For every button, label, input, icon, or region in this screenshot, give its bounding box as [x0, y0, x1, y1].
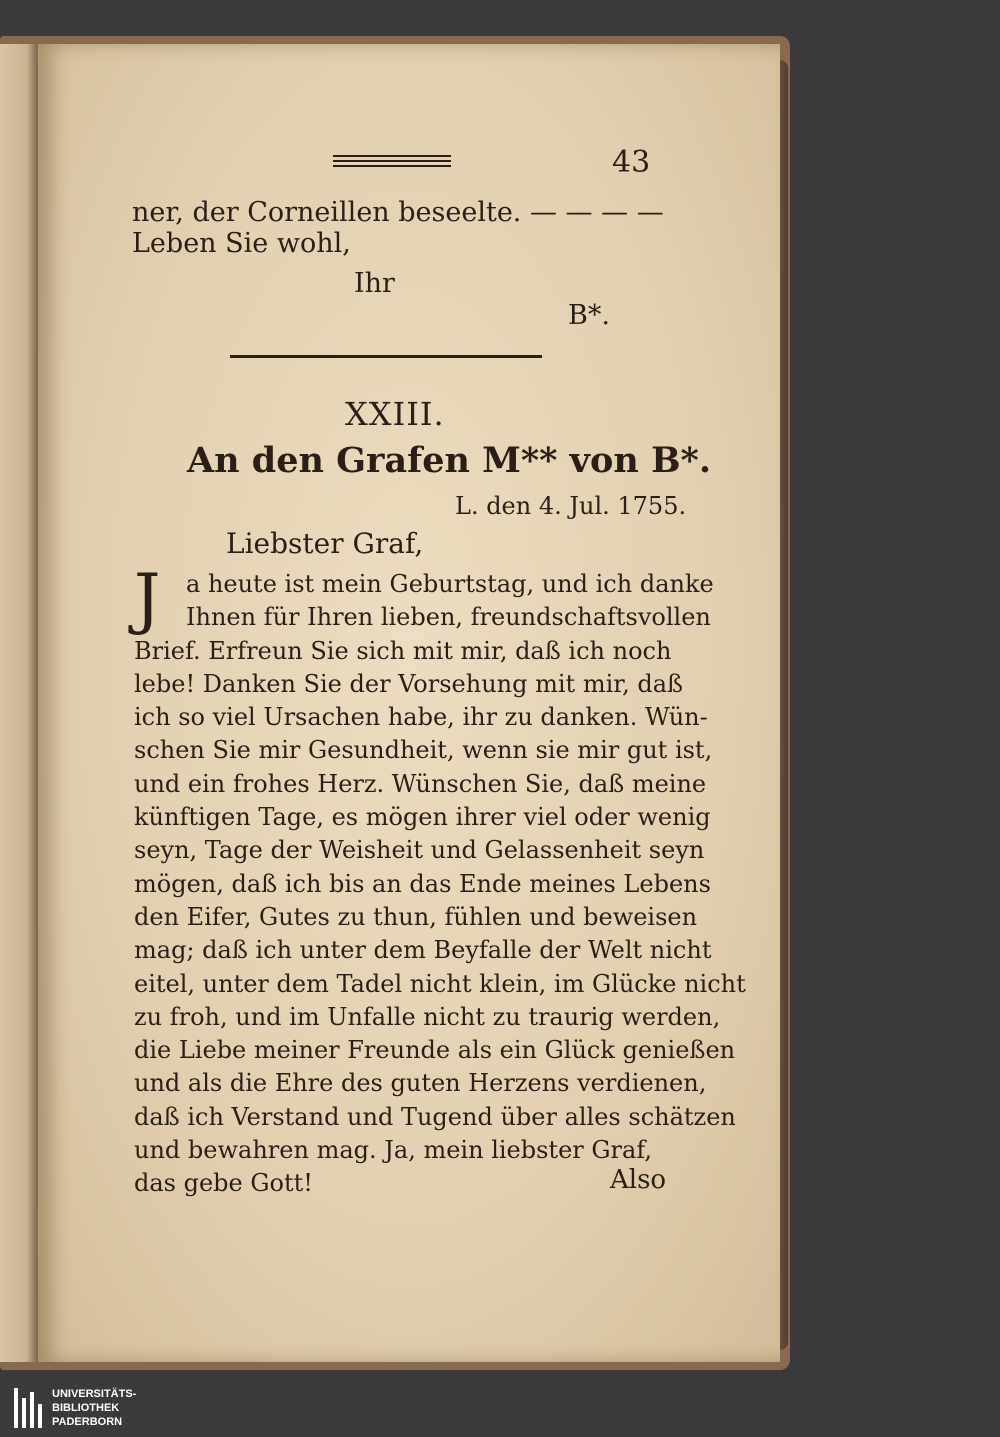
library-logo-text [52, 1387, 136, 1429]
body-line: ich so viel Ursachen habe, ihr zu danken. Wün- [134, 703, 708, 732]
body-line: den Eifer, Gutes zu thun, fühlen und beweisen [134, 902, 698, 931]
logo-line: UNIVERSITÄTS- [52, 1388, 137, 1400]
body-line: daß ich Verstand und Tugend über alles schätzen [134, 1102, 736, 1131]
body-line: und bewahren mag. Ja, mein liebster Graf, [134, 1136, 652, 1165]
body-line: eitel, unter dem Tadel nicht klein, im Glücke nicht [134, 969, 746, 998]
header-ornament-rule [333, 155, 451, 169]
library-logo-icon [14, 1388, 48, 1428]
body-line: mögen, daß ich bis an das Ende meines Lebens [134, 869, 711, 898]
body-line: lebe! Danken Sie der Vorsehung mit mir, daß [134, 669, 684, 698]
body-line: und ein frohes Herz. Wünschen Sie, daß meine [134, 769, 707, 798]
text-line-farewell: Leben Sie wohl, [132, 228, 351, 259]
body-line: künftigen Tage, es mögen ihrer viel oder wenig [134, 803, 711, 832]
logo-line: BIBLIOTHEK [52, 1402, 120, 1414]
letter-heading: An den Grafen M** von B*. [187, 440, 712, 481]
body-line: zu froh, und im Unfalle nicht zu traurig werden, [134, 1002, 721, 1031]
catchword: Also [610, 1165, 667, 1195]
body-line: schen Sie mir Gesundheit, wenn sie mir gut ist, [134, 736, 713, 765]
letter-salutation: Liebster Graf, [226, 527, 424, 560]
section-divider [230, 355, 542, 358]
body-line: mag; daß ich unter dem Beyfalle der Welt nicht [134, 936, 712, 965]
body-line: die Liebe meiner Freunde als ein Glück genießen [134, 1036, 736, 1065]
left-page-edge [0, 44, 38, 1362]
body-line: a heute ist mein Geburtstag, und ich danke [186, 570, 714, 598]
body-line: seyn, Tage der Weisheit und Gelassenheit seyn [134, 836, 705, 865]
text-line-continuation: ner, der Corneillen beseelte. — — — — [132, 197, 664, 228]
letter-body [134, 560, 746, 1201]
body-line: Ihnen für Ihren lieben, freundschaftsvollen [186, 603, 711, 632]
body-line: das gebe Gott! [134, 1169, 313, 1198]
page-number: 43 [612, 145, 651, 180]
drop-cap: J [134, 560, 161, 637]
signoff-ihr: Ihr [354, 268, 395, 299]
body-line: und als die Ehre des guten Herzens verdienen, [134, 1069, 707, 1098]
signoff-initial: B*. [568, 300, 610, 331]
body-line: Brief. Erfreun Sie sich mit mir, daß ich noch [134, 636, 672, 665]
logo-line: PADERBORN [52, 1416, 123, 1428]
letter-dateline: L. den 4. Jul. 1755. [455, 492, 687, 520]
letter-numeral: XXIII. [345, 395, 445, 433]
